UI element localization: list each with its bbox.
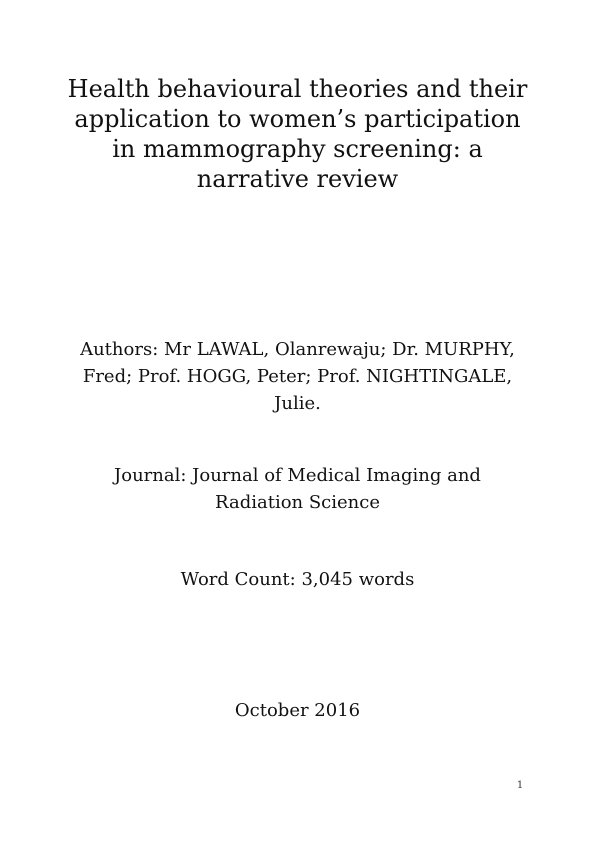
journal-line-2: Radiation Science [215, 492, 380, 513]
authors-line-2: Fred; Prof. HOGG, Peter; Prof. NIGHTINGALE, [82, 366, 513, 387]
title-line-4: narrative review [196, 165, 399, 193]
word-count [50, 566, 545, 593]
page-number: 1 [516, 780, 524, 791]
paper-title [50, 74, 545, 194]
authors-line-3: Julie. [274, 393, 321, 414]
word-count-text: Word Count: 3,045 words [180, 569, 415, 590]
title-line-1: Health behavioural theories and their [67, 75, 528, 103]
authors-line-1: Authors: Mr LAWAL, Olanrewaju; Dr. MURPHY, [80, 339, 515, 360]
submission-date [50, 697, 545, 724]
title-line-2: application to women’s participation [74, 105, 521, 133]
journal-line-1: Journal: Journal of Medical Imaging and [114, 465, 481, 486]
journal-block [50, 462, 545, 516]
title-line-3: in mammography screening: a [112, 135, 483, 163]
authors-block [50, 336, 545, 417]
date-text: October 2016 [234, 700, 361, 721]
